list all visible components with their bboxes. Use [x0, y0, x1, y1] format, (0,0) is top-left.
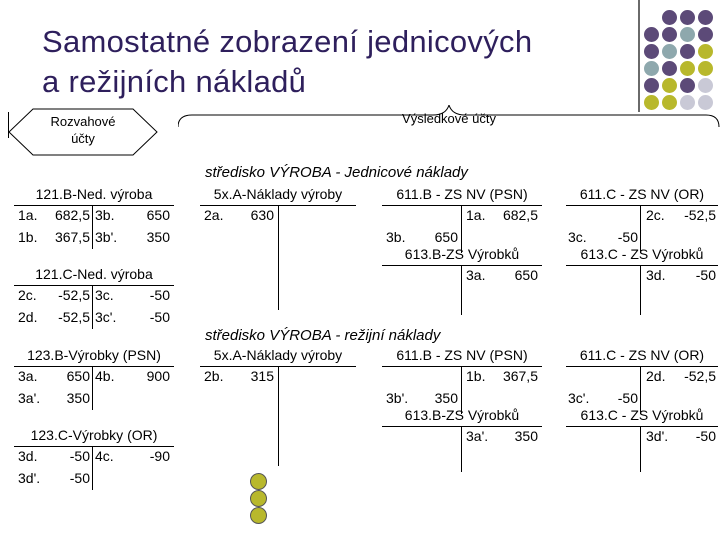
- result-header-label: Výsledkové účty: [402, 111, 496, 126]
- cell: 650: [434, 229, 458, 245]
- cell: -90: [149, 448, 170, 464]
- balance-accounts-header: [8, 108, 158, 156]
- account-121B-name: 121.B-Ned. výroba: [35, 186, 153, 202]
- cell: 3c.: [568, 229, 587, 245]
- s1-613C-name: 613.C - ZS Výrobků: [580, 246, 704, 262]
- decorative-dot: [680, 10, 695, 25]
- s2-account-611B: [382, 347, 542, 415]
- decorative-dot: [680, 78, 695, 93]
- s1-account-613B: [382, 246, 542, 316]
- cell: 682,5: [502, 207, 538, 223]
- cell: 367,5: [54, 229, 90, 245]
- cell: 3c'.: [95, 309, 117, 325]
- cell: 3d'.: [18, 470, 41, 486]
- cell: 3a.: [18, 368, 38, 384]
- bullet-dot-2: [250, 490, 267, 507]
- cell: 3d.: [18, 448, 38, 464]
- cell: 1b.: [466, 368, 486, 384]
- decorative-dot: [644, 44, 659, 59]
- s2-account-613C: [566, 407, 718, 473]
- s1-account-611B: [382, 186, 542, 254]
- cell: 3b'.: [386, 390, 409, 406]
- account-123C-name: 123.C-Výrobky (OR): [30, 427, 158, 443]
- cell: -52,5: [58, 309, 90, 325]
- decorative-dot: [662, 44, 677, 59]
- decorative-dot: [698, 61, 713, 76]
- cell: 1a.: [466, 207, 486, 223]
- cell: 367,5: [502, 368, 538, 384]
- balance-header-line-1: Rozvahové: [50, 114, 116, 129]
- cell: -50: [149, 309, 170, 325]
- title-line-2: a režijních nákladů: [42, 64, 307, 99]
- s1-account-613C: [566, 246, 718, 316]
- cell: 3b.: [95, 207, 115, 223]
- account-121C-name: 121.C-Ned. výroba: [35, 266, 153, 282]
- s2-611B-name: 611.B - ZS NV (PSN): [396, 347, 528, 363]
- s1-5xA-name: 5x.A-Náklady výroby: [213, 186, 343, 202]
- cell: -52,5: [58, 287, 90, 303]
- cell: -50: [69, 448, 90, 464]
- s1-613B-name: 613.B-ZS Výrobků: [404, 246, 520, 262]
- cell: 3c'.: [568, 390, 590, 406]
- cell: 2d.: [18, 309, 38, 325]
- decorative-dot: [680, 27, 695, 42]
- cell: 4b.: [95, 368, 115, 384]
- bullet-dot-3: [250, 507, 267, 524]
- cell: 1a.: [18, 207, 38, 223]
- cell: 2d.: [646, 368, 666, 384]
- cell: 3a'.: [466, 428, 489, 444]
- account-121B: [14, 186, 174, 254]
- cell: -50: [695, 428, 716, 444]
- cell: 4c.: [95, 448, 114, 464]
- cell: 350: [434, 390, 458, 406]
- cell: 350: [146, 229, 170, 245]
- cell: -50: [695, 267, 716, 283]
- cell: 3d'.: [646, 428, 669, 444]
- cell: 3b'.: [95, 229, 118, 245]
- cell: 350: [66, 390, 90, 406]
- account-123B-name: 123.B-Výrobky (PSN): [27, 347, 161, 363]
- decorative-divider: [638, 0, 640, 112]
- s2-account-611C: [566, 347, 718, 415]
- decorative-dot: [698, 10, 713, 25]
- cell: 3c.: [95, 287, 114, 303]
- cell: 650: [514, 267, 538, 283]
- cell: 682,5: [54, 207, 90, 223]
- decorative-dot: [662, 27, 677, 42]
- cell: -50: [617, 229, 638, 245]
- s1-account-5xA: [200, 186, 356, 316]
- cell: 2c.: [646, 207, 665, 223]
- decorative-dot: [680, 44, 695, 59]
- cell: 2c.: [18, 287, 37, 303]
- cell: 3a'.: [18, 390, 41, 406]
- bullet-dot-1: [250, 473, 267, 490]
- cell: -50: [69, 470, 90, 486]
- slide-title: [42, 22, 532, 102]
- cell: 630: [250, 207, 274, 223]
- decorative-dot: [644, 61, 659, 76]
- decorative-dot: [662, 10, 677, 25]
- cell: 3d.: [646, 267, 666, 283]
- s1-611C-name: 611.C - ZS NV (OR): [579, 186, 705, 202]
- section2-title: středisko VÝROBA - režijní náklady: [205, 327, 441, 344]
- decorative-dot: [662, 61, 677, 76]
- cell: 650: [146, 207, 170, 223]
- cell: 3a.: [466, 267, 486, 283]
- decorative-dot: [662, 78, 677, 93]
- decorative-dot: [644, 27, 659, 42]
- s2-613C-name: 613.C - ZS Výrobků: [580, 407, 704, 423]
- decorative-dot: [698, 78, 713, 93]
- cell: -50: [617, 390, 638, 406]
- title-line-1: Samostatné zobrazení jednicových: [42, 24, 533, 59]
- decorative-dot: [680, 61, 695, 76]
- s2-611C-name: 611.C - ZS NV (OR): [579, 347, 705, 363]
- result-accounts-header: [178, 105, 720, 147]
- account-123C: [14, 427, 174, 495]
- cell: 315: [250, 368, 274, 384]
- left-bracket-line: [8, 112, 9, 138]
- cell: 1b.: [18, 229, 38, 245]
- cell: -52,5: [684, 207, 716, 223]
- cell: -50: [149, 287, 170, 303]
- s2-account-5xA: [200, 347, 356, 472]
- cell: 900: [146, 368, 170, 384]
- decorative-dot: [644, 78, 659, 93]
- s1-account-611C: [566, 186, 718, 254]
- decorative-dot: [698, 44, 713, 59]
- s1-611B-name: 611.B - ZS NV (PSN): [396, 186, 528, 202]
- cell: 350: [514, 428, 538, 444]
- cell: 650: [66, 368, 90, 384]
- cell: -52,5: [684, 368, 716, 384]
- balance-header-line-2: účty: [71, 131, 95, 146]
- s2-account-613B: [382, 407, 542, 473]
- cell: 3b.: [386, 229, 406, 245]
- cell: 2a.: [204, 207, 224, 223]
- s2-613B-name: 613.B-ZS Výrobků: [404, 407, 520, 423]
- section1-title: středisko VÝROBA - Jednicové náklady: [205, 164, 468, 181]
- s2-5xA-name: 5x.A-Náklady výroby: [213, 347, 343, 363]
- cell: 2b.: [204, 368, 224, 384]
- decorative-dot: [698, 27, 713, 42]
- account-123B: [14, 347, 174, 415]
- account-121C: [14, 266, 174, 334]
